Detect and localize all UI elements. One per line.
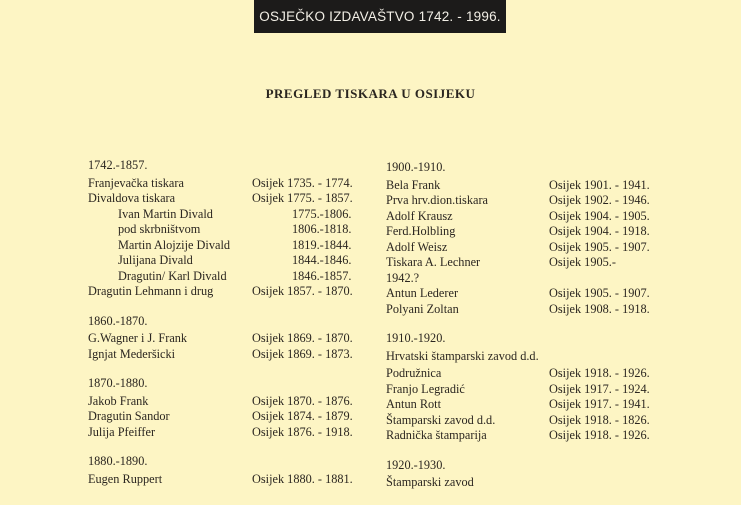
printer-name: Franjevačka tiskara (88, 175, 184, 190)
list-item (88, 253, 388, 269)
list-item (88, 238, 388, 254)
page-title: PREGLED TISKARA U OSIJEKU (265, 86, 476, 101)
list-item (88, 425, 388, 441)
list-item (386, 178, 706, 194)
period-group (88, 454, 388, 487)
printer-years: Osijek 1902. - 1946. (549, 193, 650, 207)
list-item (386, 428, 706, 444)
list-item (88, 347, 388, 363)
list-item (386, 193, 706, 209)
list-item (88, 222, 388, 238)
list-item (386, 209, 706, 225)
printer-years: Osijek 1918. - 1926. (549, 428, 650, 442)
printer-years: Osijek 1880. - 1881. (252, 471, 353, 486)
header-band (254, 0, 506, 33)
printer-years: Osijek 1869. - 1870. (252, 331, 353, 345)
printer-years: Osijek 1918. - 1926. (549, 366, 650, 380)
period-group (386, 160, 706, 317)
printer-years: 1846.-1857. (292, 268, 352, 283)
printer-name: Radnička štamparija (386, 428, 487, 442)
printer-years: Osijek 1905. - 1907. (549, 239, 650, 254)
period-group (88, 376, 388, 440)
printer-years: Osijek 1857. - 1870. (252, 284, 353, 298)
printer-name: Dragutin Lehmann i drug (88, 284, 214, 298)
right-column (386, 160, 706, 505)
printer-name: Podružnica (386, 366, 442, 380)
printer-years: Osijek 1904. - 1918. (549, 224, 650, 238)
printer-name: pod skrbništvom (118, 222, 201, 236)
printer-years: Osijek 1908. - 1918. (549, 301, 650, 316)
period-heading: 1860.-1870. (88, 313, 148, 328)
printer-name: Bela Frank (386, 177, 441, 192)
printer-name: Franjo Legradić (386, 381, 465, 396)
list-item (88, 409, 388, 425)
header-title: OSJEČKO IZDAVAŠTVO 1742. - 1996. (259, 9, 501, 24)
list-item (386, 255, 706, 271)
printer-name: Adolf Weisz (386, 239, 448, 254)
printer-name: Antun Rott (386, 397, 441, 411)
printer-years: Osijek 1917. - 1924. (549, 381, 650, 396)
list-item (386, 413, 706, 429)
list-item (386, 302, 706, 318)
printer-name: Tiskara A. Lechner (386, 255, 481, 269)
period-heading: 1880.-1890. (88, 454, 148, 468)
printer-years: Osijek 1870. - 1876. (252, 393, 353, 408)
printer-name: Štamparski zavod d.d. (386, 412, 496, 427)
printer-name: Jakob Frank (88, 393, 149, 408)
period-heading: 1920.-1930. (386, 457, 446, 472)
period-heading: 1910.-1920. (386, 331, 446, 345)
printer-years: 1775.-1806. (292, 206, 352, 221)
list-item (88, 394, 388, 410)
printer-name: Adolf Krausz (386, 208, 453, 223)
printer-years: Osijek 1876. - 1918. (252, 424, 353, 439)
list-item (88, 284, 388, 300)
printer-name: Divaldova tiskara (88, 191, 176, 205)
printer-years: Osijek 1905.- (549, 255, 616, 269)
printer-years: Osijek 1918. - 1826. (549, 412, 650, 427)
printer-name: Dragutin Sandor (88, 409, 170, 423)
list-item (88, 269, 388, 285)
list-item (88, 207, 388, 223)
list-item (88, 331, 388, 347)
printer-years: Osijek 1869. - 1873. (252, 346, 353, 361)
subheading: Hrvatski štamparski zavod d.d. (386, 348, 539, 363)
list-item (386, 286, 706, 302)
printer-years: 1806.-1818. (292, 222, 352, 236)
printer-name: Ignjat Mederšicki (88, 346, 176, 361)
list-item (386, 240, 706, 256)
printer-name: Dragutin/ Karl Divald (118, 268, 227, 283)
printer-years: Osijek 1904. - 1905. (549, 208, 650, 223)
printer-years: 1819.-1844. (292, 237, 352, 252)
printer-name: Polyani Zoltan (386, 301, 459, 316)
list-item (386, 271, 706, 287)
printer-name: Štamparski zavod (386, 475, 474, 489)
list-item (386, 382, 706, 398)
printer-name: Prva hrv.dion.tiskara (386, 193, 488, 207)
list-item (88, 472, 388, 488)
printer-name: Julija Pfeiffer (88, 424, 156, 439)
printer-years: 1844.-1846. (292, 253, 352, 267)
printer-name: 1942.? (386, 270, 420, 285)
period-heading: 1900.-1910. (386, 160, 446, 174)
left-column (88, 158, 388, 501)
printer-years: Osijek 1905. - 1907. (549, 286, 650, 300)
period-group (386, 331, 706, 444)
printer-years: Osijek 1917. - 1941. (549, 397, 650, 411)
printer-years: Osijek 1735. - 1774. (252, 175, 353, 190)
printer-name: Antun Lederer (386, 286, 459, 300)
list-item (386, 366, 706, 382)
printer-name: Ferd.Holbling (386, 224, 456, 238)
list-item (88, 191, 388, 207)
printer-name: Julijana Divald (118, 253, 193, 267)
period-group (88, 158, 388, 300)
printer-years: Osijek 1874. - 1879. (252, 409, 353, 423)
printer-name: G.Wagner i J. Frank (88, 331, 188, 345)
printer-name: Martin Alojzije Divald (118, 237, 231, 252)
period-heading: 1870.-1880. (88, 376, 148, 390)
printer-name: Eugen Ruppert (88, 471, 163, 486)
list-item (386, 224, 706, 240)
printer-years: Osijek 1775. - 1857. (252, 191, 353, 205)
printer-years: Osijek 1901. - 1941. (549, 177, 650, 192)
period-group (88, 314, 388, 363)
list-item (386, 397, 706, 413)
period-heading: 1742.-1857. (88, 158, 148, 172)
list-item (386, 475, 706, 491)
list-item (88, 176, 388, 192)
printer-name: Ivan Martin Divald (118, 206, 213, 221)
